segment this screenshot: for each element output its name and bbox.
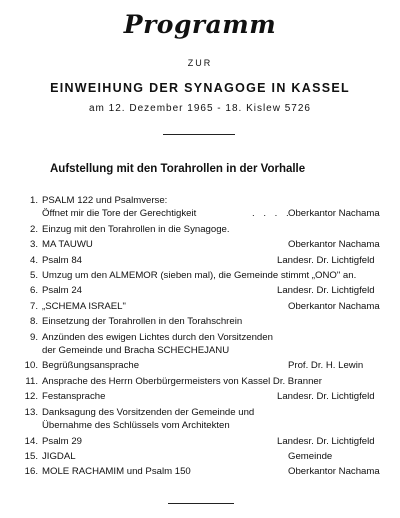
- program-item: [24, 465, 386, 478]
- program-item-body: [42, 315, 386, 328]
- program-item-line: [42, 344, 386, 357]
- program-item-text: MOLE RACHAMIM und Psalm 150: [42, 466, 191, 478]
- program-item: [24, 375, 386, 388]
- program-item-performer: Landesr. Dr. Lichtigfeld: [277, 435, 375, 447]
- program-item-line: [42, 435, 386, 448]
- program-item-body: [42, 194, 386, 221]
- program-item: [24, 300, 386, 313]
- program-item-body: [42, 406, 386, 433]
- program-item-line: [42, 359, 386, 372]
- program-item-number: 11.: [25, 375, 38, 387]
- program-item-line: [42, 254, 386, 267]
- program-item: [24, 390, 386, 403]
- program-item-number: 3.: [29, 239, 38, 251]
- program-item-number: 16.: [24, 466, 38, 478]
- section-title: Aufstellung mit den Torahrollen in der Vorhalle: [50, 163, 306, 175]
- program-item: [24, 254, 386, 267]
- program-item-number: 7.: [29, 300, 38, 312]
- program-item-text: Ansprache des Herrn Oberbürgermeisters von Kassel Dr. Branner: [42, 375, 322, 387]
- program-item-line: [42, 300, 386, 313]
- program-item-performer: Prof. Dr. H. Lewin: [288, 360, 364, 372]
- event-headline: EINWEIHUNG DER SYNAGOGE IN KASSEL: [50, 81, 350, 95]
- program-item-line: [42, 269, 386, 282]
- program-item-text: Psalm 84: [42, 254, 82, 266]
- divider-bottom: [168, 503, 234, 504]
- program-item: [24, 194, 386, 221]
- program-item-number: 12.: [24, 391, 38, 403]
- program-item-text: Einzug mit den Torahrollen in die Synagoge.: [42, 223, 230, 235]
- program-item-body: [42, 300, 386, 313]
- program-item-line: [42, 238, 386, 251]
- program-item-body: [42, 254, 386, 267]
- program-item-body: [42, 390, 386, 403]
- program-item-body: [42, 223, 386, 236]
- program-item-performer: Oberkantor Nachama: [288, 239, 380, 251]
- program-item-line: [42, 465, 386, 478]
- event-date: am 12. Dezember 1965 - 18. Kislew 5726: [89, 103, 311, 114]
- program-item-performer: Landesr. Dr. Lichtigfeld: [277, 391, 375, 403]
- program-item: [24, 284, 386, 297]
- program-item: [24, 238, 386, 251]
- program-item-number: 5.: [29, 270, 38, 282]
- program-item-text: Übernahme des Schlüssels vom Architekten: [42, 420, 230, 432]
- program-item-line: [42, 375, 386, 388]
- program-item-line: [42, 207, 386, 220]
- program-item-performer: Landesr. Dr. Lichtigfeld: [277, 254, 375, 266]
- program-item-line: [42, 390, 386, 403]
- program-item-line: [42, 223, 386, 236]
- program-item-line: [42, 406, 386, 419]
- program-item-body: [42, 375, 386, 388]
- program-item-number: 10.: [24, 360, 38, 372]
- program-item-performer: Oberkantor Nachama: [288, 466, 380, 478]
- program-item-number: 1.: [29, 195, 38, 206]
- program-item-text: Psalm 24: [42, 285, 82, 297]
- program-item-number: 6.: [29, 285, 38, 297]
- program-item-body: [42, 465, 386, 478]
- program-item-text: PSALM 122 und Psalmverse:: [42, 195, 168, 206]
- program-item: [24, 406, 386, 433]
- program-item-number: 15.: [24, 450, 38, 462]
- program-item-number: 2.: [29, 223, 38, 235]
- program-item-number: 14.: [24, 435, 38, 447]
- program-list: [24, 194, 386, 479]
- program-item-body: [42, 269, 386, 282]
- program-item: [24, 359, 386, 372]
- program-item-text: Einsetzung der Torahrollen in den Torahschrein: [42, 316, 243, 328]
- program-item-text: Begrüßungsansprache: [42, 360, 140, 372]
- program-item-line: [42, 194, 386, 207]
- program-item-body: [42, 435, 386, 448]
- program-item-body: [42, 331, 386, 358]
- program-item-performer: Landesr. Dr. Lichtigfeld: [277, 285, 375, 297]
- program-item-text: Öffnet mir die Tore der Gerechtigkeit: [42, 208, 197, 220]
- program-item-text: Anzünden des ewigen Lichtes durch den Vorsitzenden: [42, 331, 273, 343]
- program-item-number: 13.: [24, 406, 38, 418]
- program-item-text: Umzug um den ALMEMOR (sieben mal), die Gemeinde stimmt „ONO" an.: [42, 270, 357, 282]
- program-item: [24, 331, 386, 358]
- program-title: Programm: [123, 10, 277, 39]
- divider-top: [163, 134, 235, 135]
- program-item-text: der Gemeinde und Bracha SCHECHEJANU: [42, 345, 230, 357]
- program-item-body: [42, 284, 386, 297]
- program-item-line: [42, 450, 386, 463]
- program-item-performer: Oberkantor Nachama: [288, 300, 380, 312]
- program-item: [24, 269, 386, 282]
- program-item: [24, 435, 386, 448]
- program-item-text: Danksagung des Vorsitzenden der Gemeinde und: [42, 406, 255, 418]
- program-item-body: [42, 238, 386, 251]
- program-item-line: [42, 315, 386, 328]
- program-item-line: [42, 284, 386, 297]
- program-item-line: [42, 419, 386, 432]
- program-item-number: 9.: [29, 331, 38, 343]
- program-item-text: „SCHEMA ISRAEL": [42, 300, 126, 312]
- program-item-text: MA TAUWU: [42, 239, 93, 251]
- program-item-body: [42, 450, 386, 463]
- program-item: [24, 450, 386, 463]
- program-item: [24, 315, 386, 328]
- program-item-number: 8.: [29, 316, 38, 328]
- program-item-text: Psalm 29: [42, 435, 82, 447]
- program-item-text: Festansprache: [42, 391, 106, 403]
- program-item-performer: Gemeinde: [288, 450, 333, 462]
- program-item-text: JIGDAL: [42, 450, 76, 462]
- program-item-body: [42, 359, 386, 372]
- program-item-line: [42, 331, 386, 344]
- program-item-number: 4.: [29, 254, 38, 266]
- program-item-performer: Oberkantor Nachama: [288, 208, 380, 220]
- program-item: [24, 223, 386, 236]
- program-item-dots: . . . .: [252, 208, 292, 220]
- zur-label: ZUR: [187, 58, 213, 68]
